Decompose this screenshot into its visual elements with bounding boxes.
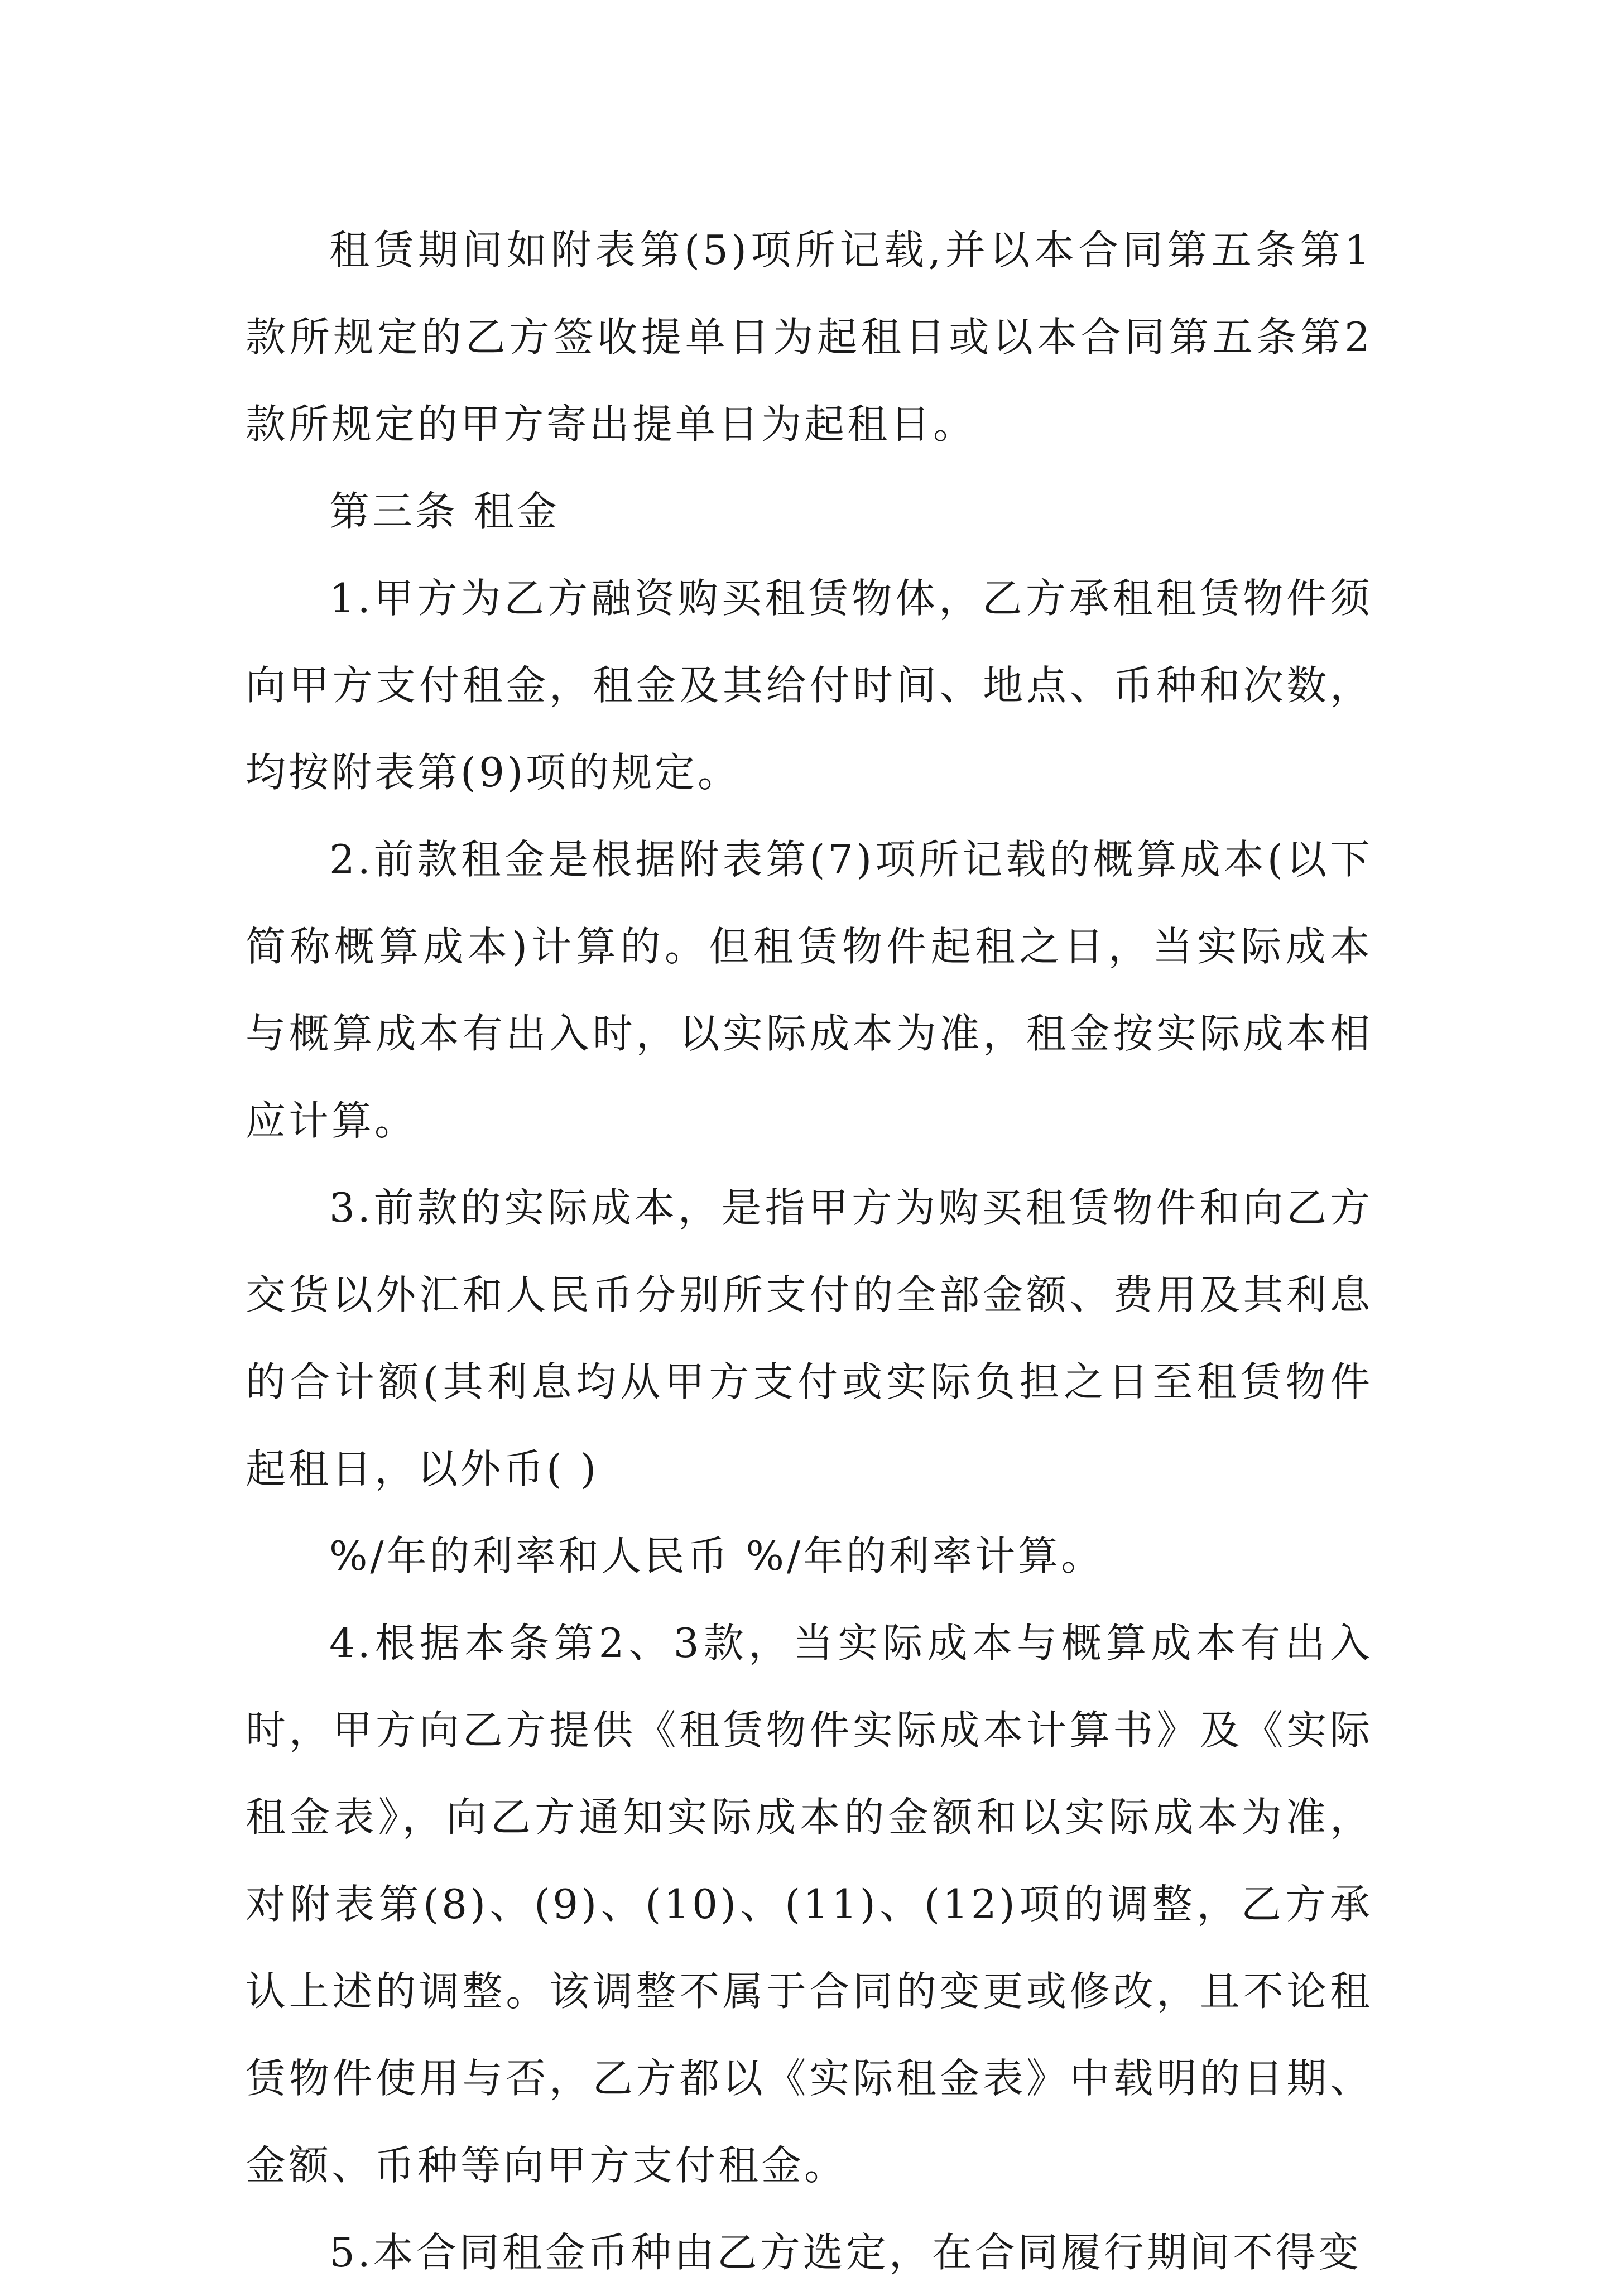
paragraph-clause-1: 1.甲方为乙方融资购买租赁物体，乙方承租租赁物件须向甲方支付租金，租金及其给付时间、地点、币种和次数，均按附表第(9)项的规定。 bbox=[246, 575, 1373, 796]
paragraph-clause-4: 4.根据本条第2、3款，当实际成本与概算成本有出入时，甲方向乙方提供《租赁物件实际成本计算书》及《实际租金表》，向乙方通知实际成本的金额和以实际成本为准，对附表第(8)、(9)、(10)、(11)、(12)项的调整，乙方承认上述的调整。该调整不属于合同的变更或修改，且不论租赁物件使用与否，乙方都以《实际租金表》中载明的日期、金额、币种等向甲方支付租金。 bbox=[246, 1620, 1373, 2189]
paragraph-clause-5: 5.本合同租金币种由乙方选定，在合同履行期间不得变 bbox=[329, 2229, 1362, 2276]
section-heading-rent: 第三条 租金 bbox=[329, 488, 560, 535]
paragraph-clause-2: 2.前款租金是根据附表第(7)项所记载的概算成本(以下简称概算成本)计算的。但租赁物件起租之日，当实际成本与概算成本有出入时，以实际成本为准，租金按实际成本相应计算。 bbox=[246, 836, 1373, 1144]
paragraph-lease-period: 租赁期间如附表第(5)项所记载,并以本合同第五条第1款所规定的乙方签收提单日为起租日或以本合同第五条第2款所规定的甲方寄出提单日为起租日。 bbox=[246, 227, 1373, 448]
document-body bbox=[246, 206, 1373, 2296]
paragraph-clause-3: 3.前款的实际成本，是指甲方为购买租赁物件和向乙方交货以外汇和人民币分别所支付的全部金额、费用及其利息的合计额(其利息均从甲方支付或实际负担之日至租赁物件起租日，以外币( ) bbox=[246, 1184, 1373, 1492]
paragraph-interest-rate: %/年的利率和人民币 %/年的利率计算。 bbox=[329, 1533, 1104, 1579]
